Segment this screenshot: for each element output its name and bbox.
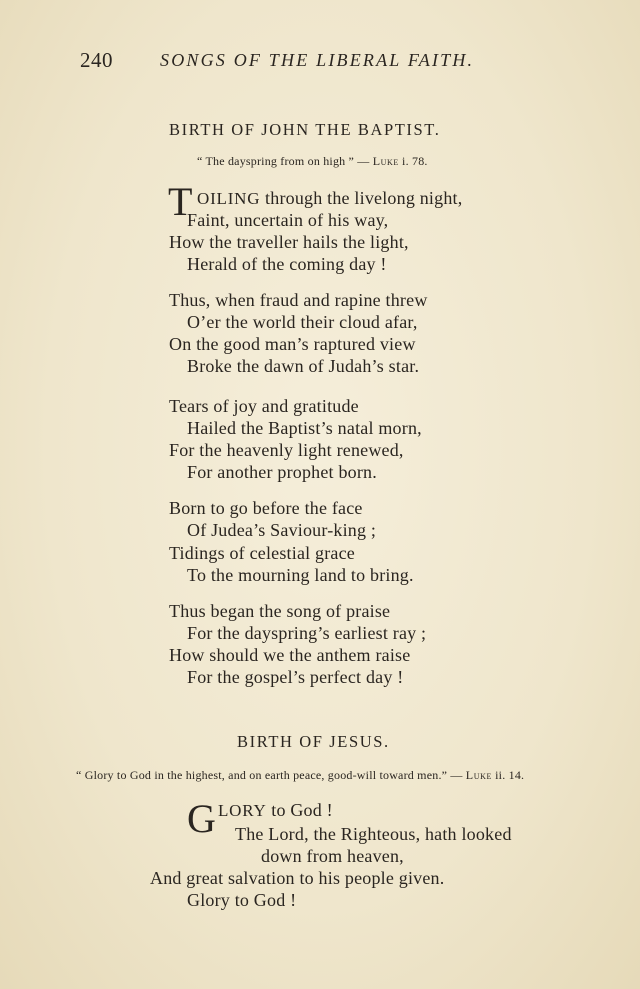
verse-line: O’er the world their cloud afar, — [187, 312, 418, 332]
verse-line: How the traveller hails the light, — [169, 232, 409, 252]
hymn-title: BIRTH OF JOHN THE BAPTIST. — [169, 120, 441, 139]
verse-line: The Lord, the Righteous, hath looked — [235, 824, 512, 844]
verse-line: Tears of joy and gratitude — [169, 396, 359, 416]
verse-line: Born to go before the face — [169, 498, 363, 518]
verse-line: For another prophet born. — [187, 462, 377, 482]
verse-line: For the gospel’s perfect day ! — [187, 667, 404, 687]
drop-cap: T — [168, 179, 193, 224]
verse-line: down from heaven, — [261, 846, 404, 866]
epigraph-reference-verse: i. 78. — [398, 154, 428, 168]
verse-line: On the good man’s raptured view — [169, 334, 416, 354]
verse-line — [197, 188, 462, 209]
verse-line: Of Judea’s Saviour-king ; — [187, 520, 377, 540]
verse-line: Glory to God ! — [187, 890, 297, 910]
verse-line: Thus began the song of praise — [169, 601, 391, 621]
verse-line: Tidings of celestial grace — [169, 543, 355, 563]
verse-line: How should we the anthem raise — [169, 645, 411, 665]
page-number: 240 — [80, 48, 113, 72]
running-title: SONGS OF THE LIBERAL FAITH. — [160, 50, 475, 70]
epigraph-reference-book: Luke — [372, 154, 399, 168]
verse-line — [218, 800, 333, 821]
epigraph — [76, 768, 524, 783]
verse-line: To the mourning land to bring. — [187, 565, 414, 585]
drop-cap: G — [187, 796, 216, 841]
first-word-caps: LORY — [218, 801, 267, 820]
first-word-caps: OILING — [197, 189, 261, 208]
epigraph — [197, 154, 428, 169]
verse-line: Thus, when fraud and rapine threw — [169, 290, 428, 310]
verse-line: Faint, uncertain of his way, — [187, 210, 389, 230]
verse-line: Broke the dawn of Judah’s star. — [187, 356, 420, 376]
hymn-title: BIRTH OF JESUS. — [237, 732, 390, 751]
verse-line: For the dayspring’s earliest ray ; — [187, 623, 427, 643]
epigraph-quote: “ Glory to God in the highest, and on earth peace, good-will toward men.” — — [76, 768, 466, 782]
first-line-rest: to God ! — [266, 800, 333, 820]
first-line-rest: through the livelong night, — [260, 188, 463, 208]
verse-line: Herald of the coming day ! — [187, 254, 387, 274]
verse-line: And great salvation to his people given. — [150, 868, 445, 888]
epigraph-reference-book: Luke — [465, 768, 492, 782]
epigraph-reference-verse: ii. 14. — [491, 768, 525, 782]
verse-line: Hailed the Baptist’s natal morn, — [187, 418, 422, 438]
epigraph-quote: “ The dayspring from on high ” — — [197, 154, 373, 168]
verse-line: For the heavenly light renewed, — [169, 440, 404, 460]
